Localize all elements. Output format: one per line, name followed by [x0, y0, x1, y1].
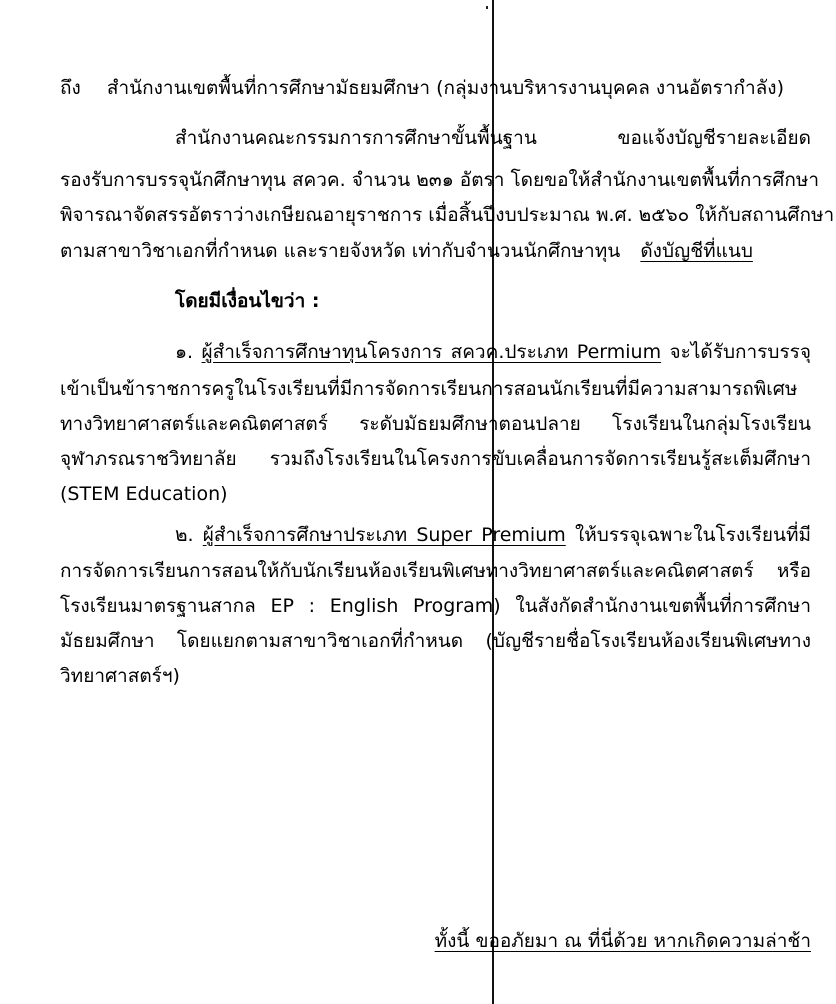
item1-title: ผู้สำเร็จการศึกษาทุนโครงการ สควค.ประเภท Permium	[201, 341, 662, 363]
item1-line2: เข้าเป็นข้าราชการครูในโรงเรียนที่มีการจัดการเรียนการสอนนักเรียนที่มีความสามารถพิเศษ	[60, 378, 798, 400]
para1-line4-text: ตามสาขาวิชาเอกที่กำหนด และรายจังหวัด เท่ากับจำนวนนักศึกษาทุน	[60, 240, 621, 262]
para1-line1: สำนักงานคณะกรรมการการศึกษาขั้นพื้นฐาน ขอแจ้งบัญชีรายละเอียด	[175, 127, 811, 149]
item2-line5: วิทยาศาสตร์ฯ)	[60, 665, 180, 687]
closing-apology: ทั้งนี้ ขออภัยมา ณ ที่นี่ด้วย หากเกิดความล่าช้า	[434, 930, 811, 952]
item1-line5: (STEM Education)	[60, 483, 228, 505]
item2-line3: โรงเรียนมาตรฐานสากล EP : English Program) ในสังกัดสำนักงานเขตพื้นที่การศึกษา	[60, 595, 811, 617]
conditions-heading: โดยมีเงื่อนไขว่า :	[175, 290, 320, 312]
to-prefix: ถึง	[60, 77, 81, 99]
para1-line3: พิจารณาจัดสรรอัตราว่างเกษียณอายุราชการ เมื่อสิ้นปีงบประมาณ พ.ศ. ๒๕๖๐ ให้กับสถานศึกษา	[60, 204, 835, 226]
item2-line1-rest: ให้บรรจุเฉพาะในโรงเรียนที่มี	[574, 524, 812, 546]
item2-line2: การจัดการเรียนการสอนให้กับนักเรียนห้องเรียนพิเศษทางวิทยาศาสตร์และคณิตศาสตร์ หรือ	[60, 560, 811, 582]
attachment-reference: ดังบัญชีที่แนบ	[640, 240, 753, 262]
to-line	[60, 73, 784, 103]
item2-line4: มัธยมศึกษา โดยแยกตามสาขาวิชาเอกที่กำหนด (บัญชีรายชื่อโรงเรียนห้องเรียนพิเศษทาง	[60, 630, 811, 652]
item2-line1	[175, 520, 811, 550]
item1-number: ๑.	[175, 341, 194, 363]
item1-line1	[175, 337, 811, 367]
item2-title: ผู้สำเร็จการศึกษาประเภท Super Premium	[202, 524, 566, 546]
item2-number: ๒.	[175, 524, 194, 546]
item1-line1-rest: จะได้รับการบรรจุ	[669, 341, 811, 363]
para1-line4	[60, 236, 753, 266]
item1-line4: จุฬาภรณราชวิทยาลัย รวมถึงโรงเรียนในโครงการขับเคลื่อนการจัดการเรียนรู้สะเต็มศึกษา	[60, 448, 811, 470]
para1-line2: รองรับการบรรจุนักศึกษาทุน สควค. จำนวน ๒๓๑ อัตรา โดยขอให้สำนักงานเขตพื้นที่การศึกษา	[60, 169, 820, 191]
item1-line3: ทางวิทยาศาสตร์และคณิตศาสตร์ ระดับมัธยมศึกษาตอนปลาย โรงเรียนในกลุ่มโรงเรียน	[60, 413, 811, 435]
to-recipient: สำนักงานเขตพื้นที่การศึกษามัธยมศึกษา (กลุ่มงานบริหารงานบุคคล งานอัตรากำลัง)	[106, 77, 784, 99]
scan-speck	[486, 6, 488, 9]
